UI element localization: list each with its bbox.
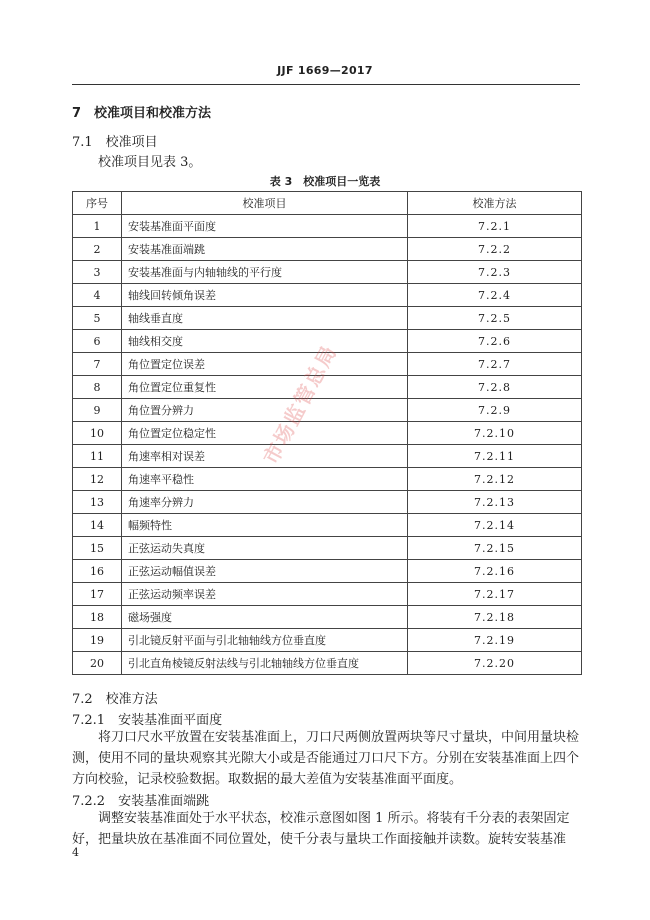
section-7-title: 7 校准项目和校准方法 [72, 106, 212, 121]
row-item: 安装基准面平面度 [122, 215, 408, 238]
watermark-stamp: 市场监管总局 [258, 340, 342, 469]
table-row [73, 261, 582, 284]
table-row [73, 629, 582, 652]
table-caption: 表 3 校准项目一览表 [269, 175, 381, 188]
table-row [73, 652, 582, 675]
table-header-row [73, 192, 582, 215]
row-method: 7.2.5 [408, 307, 582, 330]
row-method: 7.2.15 [408, 537, 582, 560]
section-7-1-heading: 7.1 校准项目 [72, 135, 158, 150]
row-method: 7.2.3 [408, 261, 582, 284]
header-divider [72, 84, 580, 85]
row-item: 引北镜反射平面与引北轴轴线方位垂直度 [122, 629, 408, 652]
row-index: 9 [73, 399, 122, 422]
row-item: 角速率平稳性 [122, 468, 408, 491]
section-7-2-1-paragraph [72, 727, 582, 790]
row-method: 7.2.17 [408, 583, 582, 606]
row-method: 7.2.16 [408, 560, 582, 583]
row-index: 10 [73, 422, 122, 445]
section-7-2-heading: 7.2 校准方法 [72, 692, 158, 707]
table-row [73, 238, 582, 261]
row-item: 轴线垂直度 [122, 307, 408, 330]
table-row [73, 376, 582, 399]
row-index: 4 [73, 284, 122, 307]
row-index: 7 [73, 353, 122, 376]
row-item: 轴线回转倾角误差 [122, 284, 408, 307]
row-item: 正弦运动失真度 [122, 537, 408, 560]
table-row [73, 215, 582, 238]
row-item: 角速率相对误差 [122, 445, 408, 468]
row-index: 5 [73, 307, 122, 330]
row-item: 正弦运动幅值误差 [122, 560, 408, 583]
table-row [73, 491, 582, 514]
row-index: 1 [73, 215, 122, 238]
section-7-2-2-text: 调整安装基准面处于水平状态，校准示意图如图 1 所示。将装有千分表的表架固定好，把量块放在基准面不同位置处，使千分表与量块工作面接触并读数。旋转安装基准 [72, 811, 570, 847]
table-row [73, 583, 582, 606]
table-row [73, 307, 582, 330]
table-row [73, 560, 582, 583]
table-row [73, 353, 582, 376]
section-7-2-2-paragraph [72, 808, 582, 850]
col-header-index: 序号 [73, 192, 122, 215]
row-method: 7.2.18 [408, 606, 582, 629]
row-item: 安装基准面端跳 [122, 238, 408, 261]
row-method: 7.2.8 [408, 376, 582, 399]
row-method: 7.2.20 [408, 652, 582, 675]
section-7-2-2-heading: 7.2.2 安装基准面端跳 [72, 794, 210, 809]
row-method: 7.2.2 [408, 238, 582, 261]
row-method: 7.2.13 [408, 491, 582, 514]
row-method: 7.2.14 [408, 514, 582, 537]
row-index: 6 [73, 330, 122, 353]
row-index: 14 [73, 514, 122, 537]
row-item: 磁场强度 [122, 606, 408, 629]
section-7-1-text: 校准项目见表 3。 [98, 155, 202, 170]
row-index: 8 [73, 376, 122, 399]
col-header-method: 校准方法 [408, 192, 582, 215]
row-method: 7.2.9 [408, 399, 582, 422]
table-row [73, 514, 582, 537]
row-method: 7.2.1 [408, 215, 582, 238]
col-header-item: 校准项目 [122, 192, 408, 215]
row-index: 12 [73, 468, 122, 491]
row-item: 角位置定位误差 [122, 353, 408, 376]
table-row [73, 606, 582, 629]
row-index: 11 [73, 445, 122, 468]
document-code-header: JJF 1669—2017 [277, 64, 373, 77]
table-row [73, 445, 582, 468]
row-index: 15 [73, 537, 122, 560]
row-item: 角位置定位重复性 [122, 376, 408, 399]
row-method: 7.2.6 [408, 330, 582, 353]
table-row [73, 537, 582, 560]
row-item: 安装基准面与内轴轴线的平行度 [122, 261, 408, 284]
row-index: 2 [73, 238, 122, 261]
row-item: 角位置分辨力 [122, 399, 408, 422]
table-row [73, 422, 582, 445]
table-row [73, 399, 582, 422]
row-index: 19 [73, 629, 122, 652]
row-index: 16 [73, 560, 122, 583]
row-index: 20 [73, 652, 122, 675]
table-row [73, 330, 582, 353]
row-index: 18 [73, 606, 122, 629]
table-row [73, 468, 582, 491]
row-method: 7.2.7 [408, 353, 582, 376]
row-method: 7.2.12 [408, 468, 582, 491]
table-row [73, 284, 582, 307]
row-item: 角位置定位稳定性 [122, 422, 408, 445]
row-item: 角速率分辨力 [122, 491, 408, 514]
row-method: 7.2.11 [408, 445, 582, 468]
table-body [73, 215, 582, 675]
row-index: 17 [73, 583, 122, 606]
row-item: 幅频特性 [122, 514, 408, 537]
row-method: 7.2.4 [408, 284, 582, 307]
calibration-items-table [72, 191, 582, 675]
row-index: 3 [73, 261, 122, 284]
row-index: 13 [73, 491, 122, 514]
row-item: 轴线相交度 [122, 330, 408, 353]
row-item: 正弦运动频率误差 [122, 583, 408, 606]
section-7-2-1-text: 将刀口尺水平放置在安装基准面上，刀口尺两侧放置两块等尺寸量块，中间用量块检测，使用不同的量块观察其光隙大小或是否能通过刀口尺下方。分别在安装基准面上四个方向校验，记录校验数据。取数据的最大差值为安装基准面平面度。 [72, 730, 580, 787]
page-number: 4 [72, 846, 79, 859]
row-method: 7.2.19 [408, 629, 582, 652]
row-method: 7.2.10 [408, 422, 582, 445]
section-7-2-1-heading: 7.2.1 安装基准面平面度 [72, 713, 223, 728]
row-item: 引北直角棱镜反射法线与引北轴轴线方位垂直度 [122, 652, 408, 675]
